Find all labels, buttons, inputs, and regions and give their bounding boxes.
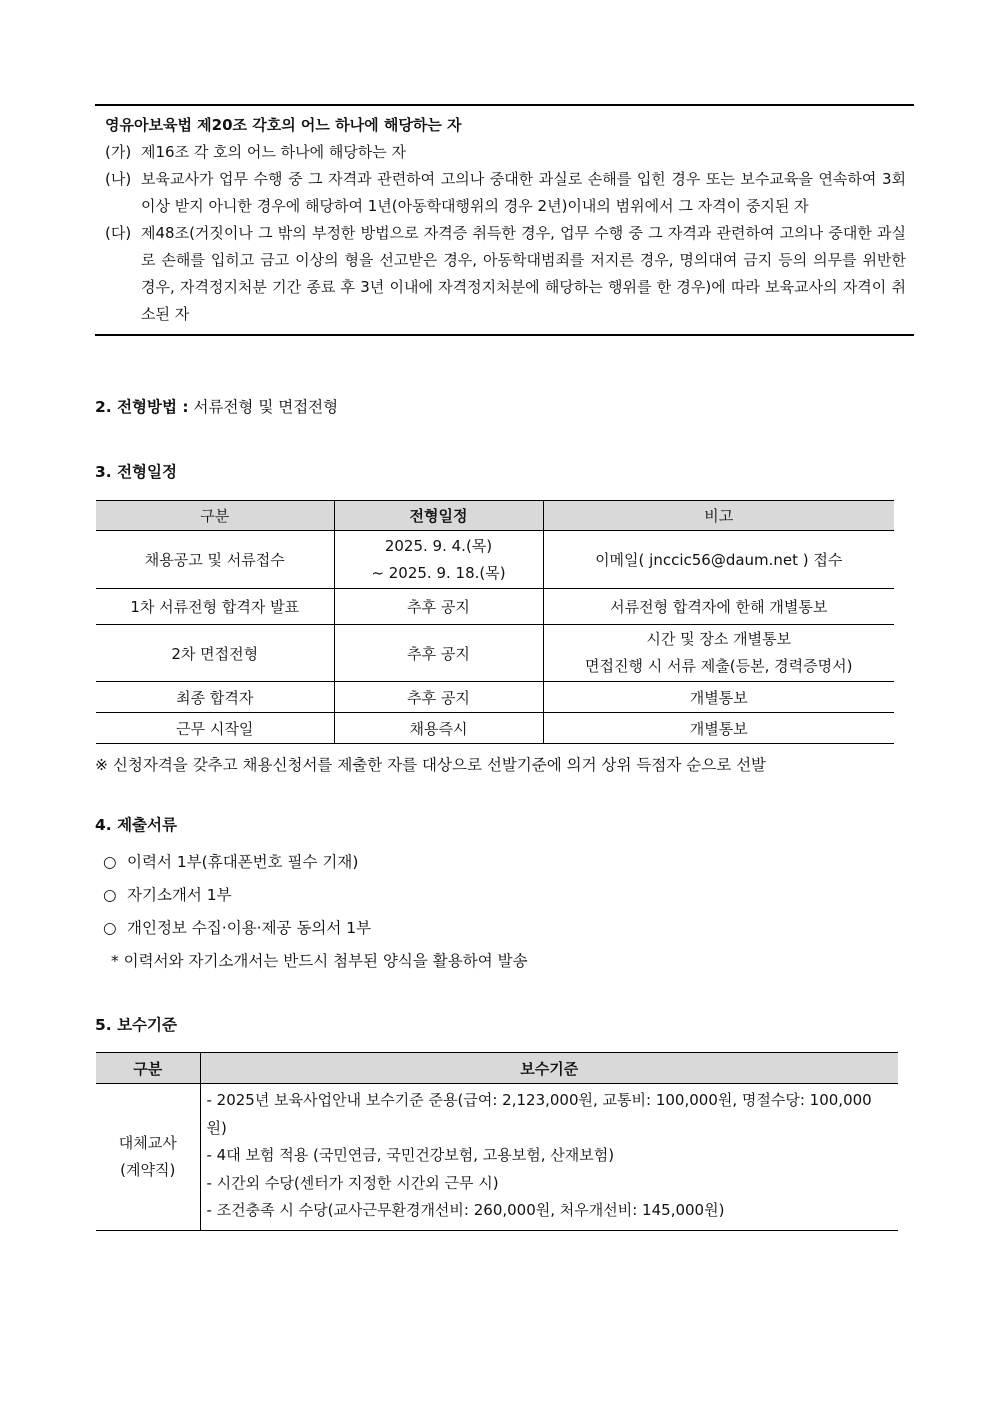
column-header: 구분 — [96, 501, 334, 531]
cell-note: 개별통보 — [543, 682, 894, 713]
table-row — [96, 589, 894, 625]
date-line: 2025. 9. 4.(목) — [384, 536, 493, 555]
section2-heading: 2. 전형방법 : — [95, 398, 189, 416]
pay-item: - 조건충족 시 수당(교사근무환경개선비: 260,000원, 처우개선비: 145,000원) — [206, 1201, 725, 1219]
disqualification-title: 영유아보육법 제20조 각호의 어느 하나에 해당하는 자 — [105, 116, 462, 134]
selection-method — [95, 396, 338, 418]
document-note: * 이력서와 자기소개서는 반드시 첨부된 양식을 활용하여 발송 — [111, 952, 528, 970]
cell-date: 추후 공지 — [334, 589, 543, 625]
cell-date: 추후 공지 — [334, 625, 543, 682]
cell-category — [96, 1084, 200, 1231]
cell-category: 최종 합격자 — [96, 682, 334, 713]
circle-bullet-icon: ○ — [103, 886, 117, 904]
table-row — [96, 625, 894, 682]
cell-category: 근무 시작일 — [176, 719, 254, 738]
list-item — [103, 912, 528, 945]
document-list — [103, 846, 528, 978]
section3-heading — [95, 461, 177, 483]
section4-heading — [95, 814, 177, 836]
disqualification-box — [95, 104, 914, 336]
section5-heading-text: 5. 보수기준 — [95, 1016, 177, 1034]
category-line: 대체교사 — [118, 1133, 177, 1152]
table-header-row — [96, 1053, 898, 1084]
cell-category: 1차 서류전형 합격자 발표 — [96, 589, 334, 625]
cell-note: 서류전형 합격자에 한해 개별통보 — [543, 589, 894, 625]
item-marker: (나) — [105, 170, 132, 188]
schedule-table — [96, 500, 894, 744]
pay-item: - 4대 보험 적용 (국민연금, 국민건강보험, 고용보험, 산재보험) — [206, 1146, 615, 1164]
list-item — [103, 879, 528, 912]
note-line: 면접진행 시 서류 제출(등본, 경력증명서) — [585, 657, 853, 675]
pay-table — [96, 1052, 898, 1231]
table-row — [96, 682, 894, 713]
date-line: ~ 2025. 9. 18.(목) — [371, 563, 506, 582]
cell-category: 2차 면접전형 — [96, 625, 334, 682]
document-label: 자기소개서 1부 — [127, 886, 232, 904]
table-header-row — [96, 501, 894, 531]
column-header: 전형일정 — [334, 501, 543, 531]
cell-date: 채용즉시 — [334, 713, 543, 744]
cell-note — [543, 625, 894, 682]
cell-note: 개별통보 — [543, 713, 894, 744]
list-item — [103, 846, 528, 879]
column-header: 보수기준 — [200, 1053, 898, 1084]
cell-pay-standard — [200, 1084, 898, 1231]
pay-item: - 2025년 보육사업안내 보수기준 준용(급여: 2,123,000원, 교통비: 100,000원, 명절수당: 100,000원) — [206, 1091, 872, 1137]
column-header: 비고 — [543, 501, 894, 531]
circle-bullet-icon: ○ — [103, 853, 117, 871]
table-row — [96, 1084, 898, 1231]
note-line: 시간 및 장소 개별통보 — [646, 630, 792, 648]
cell-note: 이메일( jnccic56@daum.net ) 접수 — [543, 531, 894, 589]
item-text: 보육교사가 업무 수행 중 그 자격과 관련하여 고의나 중대한 과실로 손해를 입힌 경우 또는 보수교육을 연속하여 3회 이상 받지 아니한 경우에 해당하여 1년(아동학대행위의 경우 2년)이내의 범위에서 그 자격이 중지된 자 — [141, 170, 906, 215]
cell-category: 채용공고 및 서류접수 — [96, 531, 334, 589]
section4-heading-text: 4. 제출서류 — [95, 816, 177, 834]
document-label: 개인정보 수집·이용·제공 동의서 1부 — [127, 919, 372, 937]
document-label: 이력서 1부(휴대폰번호 필수 기재) — [127, 853, 359, 871]
section2-text: 서류전형 및 면접전형 — [193, 398, 339, 416]
pay-item: - 시간외 수당(센터가 지정한 시간외 근무 시) — [206, 1173, 499, 1192]
item-marker: (가) — [105, 143, 132, 161]
item-text: 제48조(거짓이나 그 밖의 부정한 방법으로 자격증 취득한 경우, 업무 수행 중 그 자격과 관련하여 고의나 중대한 과실로 손해를 입히고 금고 이상의 형을 선고받은 경우, 아동학대범죄를 저지른 경우, 명의대여 금지 등의 의무를 위반한 경우, 자격정지처분 기간 종료 후 3년 이내에 자격정지처분에 해당하는 행위를 한 경우)에 따라 보육교사의 자격이 취소된 자 — [141, 224, 906, 323]
table-row — [96, 531, 894, 589]
disqualification-item — [105, 220, 906, 328]
category-line: (계약직) — [120, 1160, 176, 1179]
circle-bullet-icon: ○ — [103, 919, 117, 937]
cell-date: 추후 공지 — [334, 682, 543, 713]
disqualification-item — [105, 166, 906, 220]
column-header: 구분 — [96, 1053, 200, 1084]
table-row — [96, 713, 894, 744]
cell-date — [334, 531, 543, 589]
section3-heading-text: 3. 전형일정 — [95, 463, 177, 481]
section5-heading — [95, 1014, 177, 1036]
item-text: 제16조 각 호의 어느 하나에 해당하는 자 — [141, 143, 407, 161]
item-marker: (다) — [105, 224, 132, 242]
schedule-footnote: ※ 신청자격을 갖추고 채용신청서를 제출한 자를 대상으로 선발기준에 의거 상위 득점자 순으로 선발 — [95, 756, 767, 774]
disqualification-item — [105, 139, 906, 166]
